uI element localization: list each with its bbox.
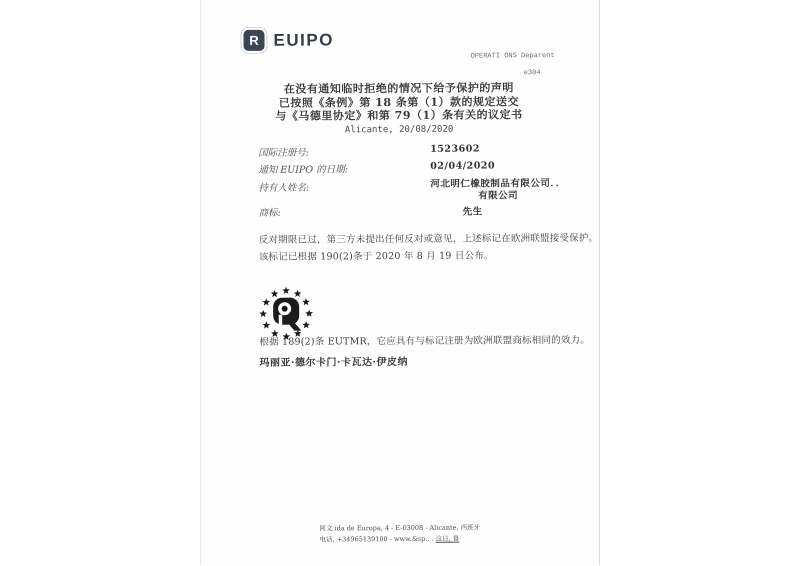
field-value-registration-number: 1523602 — [430, 143, 481, 155]
scanned-letter-page — [200, 0, 600, 565]
holder-name-line-1: 河北明仁橡胶制品有限公司．． — [430, 177, 566, 190]
footer-address-block — [319, 523, 480, 545]
signatory-name: 玛丽亚·德尔卡门·卡瓦达·伊皮纳 — [259, 356, 408, 369]
field-value-notification-date: 02/04/2020 — [430, 160, 496, 172]
footer-contact-line — [320, 533, 481, 544]
footer-underlined-text: 这日, 鲁 — [435, 534, 460, 543]
field-value-holder-name — [430, 178, 565, 203]
field-label-notification-date: 通知 EUIPO 的日期: — [258, 164, 348, 176]
paragraph-publication-date: 该标记已根据 190(2)条于 2020 年 8 月 19 日公布。 — [258, 250, 494, 263]
letter-content — [199, 0, 600, 566]
holder-name-line-2: 有限公司 — [478, 190, 519, 202]
field-label-holder-name: 持有人姓名: — [258, 182, 310, 194]
euipo-r-badge-icon: R — [243, 30, 264, 51]
field-label-registration-number: 国际注册号: — [258, 147, 309, 159]
euipo-logo-text: EUIPO — [273, 29, 334, 50]
footer-address-line: 阿文 ida de Europa, 4 - E-03008 - Alicante, 西班牙 — [319, 523, 481, 533]
document-code: e304 — [523, 69, 541, 78]
document-title — [200, 81, 598, 124]
field-label-trademark: 商标: — [258, 207, 281, 219]
title-line-1: 在没有通知临时拒绝的情况下给予保护的声明 — [283, 81, 514, 96]
title-line-2: 已按照《条例》第 18 条第（1）款的规定送交 — [278, 94, 519, 110]
title-line-3: 与《马德里协定》和第 79（1）条有关的议定书 — [275, 108, 523, 123]
footer-phone-web: 电话, +34965139100 - www.&sp., . — [319, 534, 434, 543]
euipo-logo — [243, 29, 334, 51]
paragraph-eutmr-effect: 根据 189(2)条 EUTMR，它应具有与标记注册为欧洲联盟商标相同的效力。 — [259, 334, 590, 348]
paragraph-protection-statement: 反对期限已过，第三方未提出任何反对或意见，上述标记在欧洲联盟接受保护。 — [258, 232, 599, 246]
department-line: OPERATI ONS Deparent — [470, 52, 555, 61]
place-and-date: Alicante, 20/08/2020 — [344, 124, 454, 136]
field-value-trademark: 先生 — [462, 206, 483, 218]
